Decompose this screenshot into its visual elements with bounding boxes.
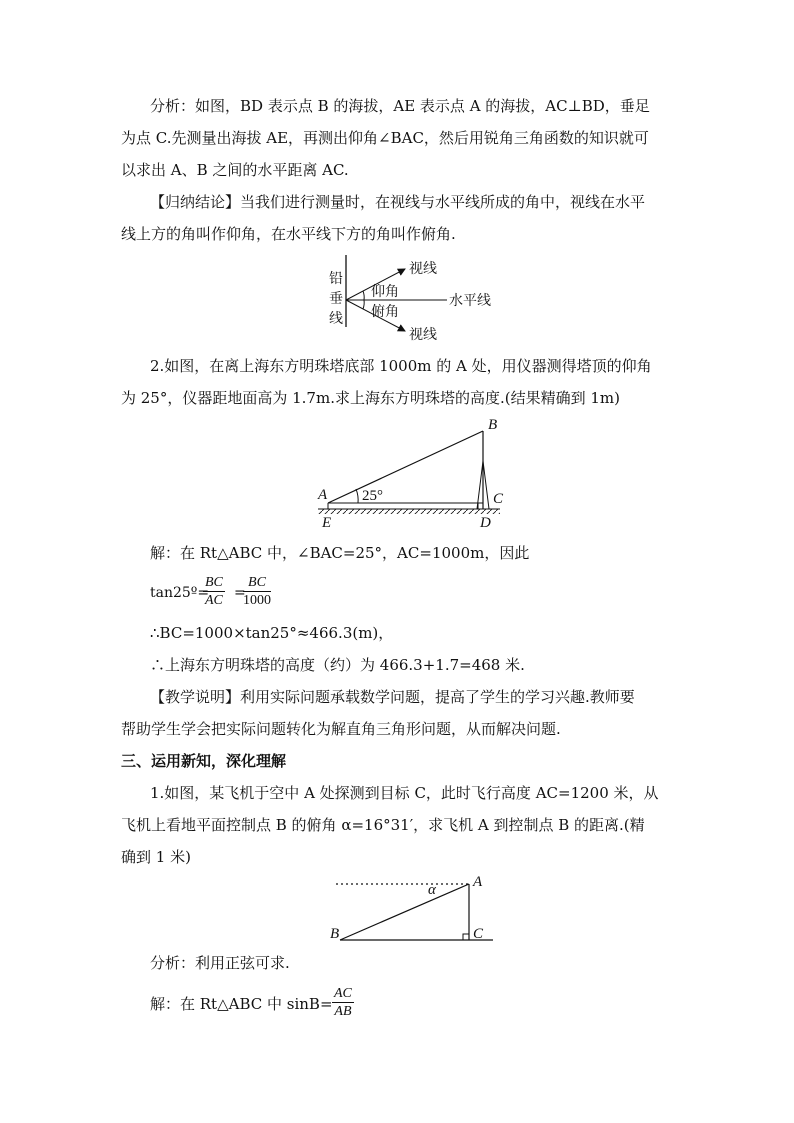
right-angle-mark xyxy=(463,934,469,940)
angle-definition-figure xyxy=(325,255,505,345)
plumb-label-3: 线 xyxy=(329,312,343,327)
depression-label: 俯角 xyxy=(371,305,399,320)
label-B: B xyxy=(330,926,340,942)
airplane-figure xyxy=(328,870,498,950)
plumb-label-1: 铅 xyxy=(329,272,343,287)
fraction-bc-ac xyxy=(203,574,225,609)
label-D: D xyxy=(480,515,491,531)
fraction-denominator: AB xyxy=(334,1004,352,1019)
analysis-line-3: 以求出 A、B 之间的水平距离 AC. xyxy=(121,161,349,179)
problem1-line-3: 确到 1 米) xyxy=(121,848,191,866)
tower-leg-left xyxy=(477,461,483,509)
depression-arc xyxy=(363,300,364,309)
label-B: B xyxy=(488,417,498,433)
angle-label: 25° xyxy=(362,488,383,504)
label-C: C xyxy=(493,491,504,507)
problem1-line-2: 飞机上看地平面控制点 B 的俯角 α=16°31′，求飞机 A 到控制点 B 的距离.(精 xyxy=(121,816,645,834)
tower-figure xyxy=(316,415,516,535)
equals-sign: = xyxy=(234,585,246,601)
problem2-line-1: 2.如图，在离上海东方明珠塔底部 1000m 的 A 处，用仪器测得塔顶的仰角 xyxy=(150,357,652,375)
label-A: A xyxy=(473,874,483,890)
label-C: C xyxy=(473,926,484,942)
ground-hatching xyxy=(318,509,500,514)
solution2-line-1: 解：在 Rt△ABC 中，∠BAC=25°，AC=1000m，因此 xyxy=(150,544,530,562)
problem2-line-2: 为 25°，仪器距地面高为 1.7m.求上海东方明珠塔的高度.(结果精确到 1m) xyxy=(121,389,620,407)
label-alpha: α xyxy=(428,882,436,898)
label-E: E xyxy=(322,515,332,531)
analysis-line-2: 为点 C.先测量出海拔 AE，再测出仰角∠BAC，然后用锐角三角函数的知识就可 xyxy=(121,129,649,147)
teaching-line-1: 【教学说明】利用实际问题承载数学问题，提高了学生的学习兴趣.教师要 xyxy=(150,688,635,706)
analysis2-line: 分析：利用正弦可求. xyxy=(150,954,290,972)
fraction-numerator: BC xyxy=(243,574,271,592)
fraction-numerator: BC xyxy=(205,575,223,590)
horizontal-label: 水平线 xyxy=(449,294,491,309)
fraction-denominator: AC xyxy=(205,593,223,608)
tan-label: tan25º= xyxy=(150,585,210,601)
solution2-line-4: ∴上海东方明珠塔的高度（约）为 466.3+1.7=468 米. xyxy=(150,656,525,674)
sight-up-label: 视线 xyxy=(409,262,437,277)
analysis-line-1: 分析：如图，BD 表示点 B 的海拔，AE 表示点 A 的海拔，AC⊥BD，垂足 xyxy=(150,97,650,115)
line-AB xyxy=(340,884,469,940)
teaching-line-2: 帮助学生学会把实际问题转化为解直角三角形问题，从而解决问题. xyxy=(121,720,561,738)
angle-arc xyxy=(356,489,358,503)
fraction-ac-ab xyxy=(332,985,354,1020)
conclusion-line-2: 线上方的角叫作仰角，在水平线下方的角叫作俯角. xyxy=(121,225,456,243)
sight-down-label: 视线 xyxy=(409,328,437,343)
plumb-label-2: 垂 xyxy=(329,292,343,307)
fraction-numerator: AC xyxy=(334,986,352,1001)
line-AB xyxy=(328,431,483,503)
fraction-bc-1000 xyxy=(243,574,271,609)
elevation-arc xyxy=(363,291,364,300)
label-A: A xyxy=(318,487,328,503)
section-heading: 三、运用新知，深化理解 xyxy=(121,752,287,770)
fraction-denominator: 1000 xyxy=(243,593,271,608)
solution2-line-3: ∴BC=1000×tan25°≈466.3(m)， xyxy=(150,624,394,642)
solution3-prefix: 解：在 Rt△ABC 中 sinB= xyxy=(150,995,333,1013)
elevation-label: 仰角 xyxy=(371,285,399,300)
problem1-line-1: 1.如图，某飞机于空中 A 处探测到目标 C，此时飞行高度 AC=1200 米，从 xyxy=(150,784,659,802)
conclusion-line-1: 【归纳结论】当我们进行测量时，在视线与水平线所成的角中，视线在水平 xyxy=(150,193,646,211)
tower-leg-right xyxy=(483,461,489,509)
